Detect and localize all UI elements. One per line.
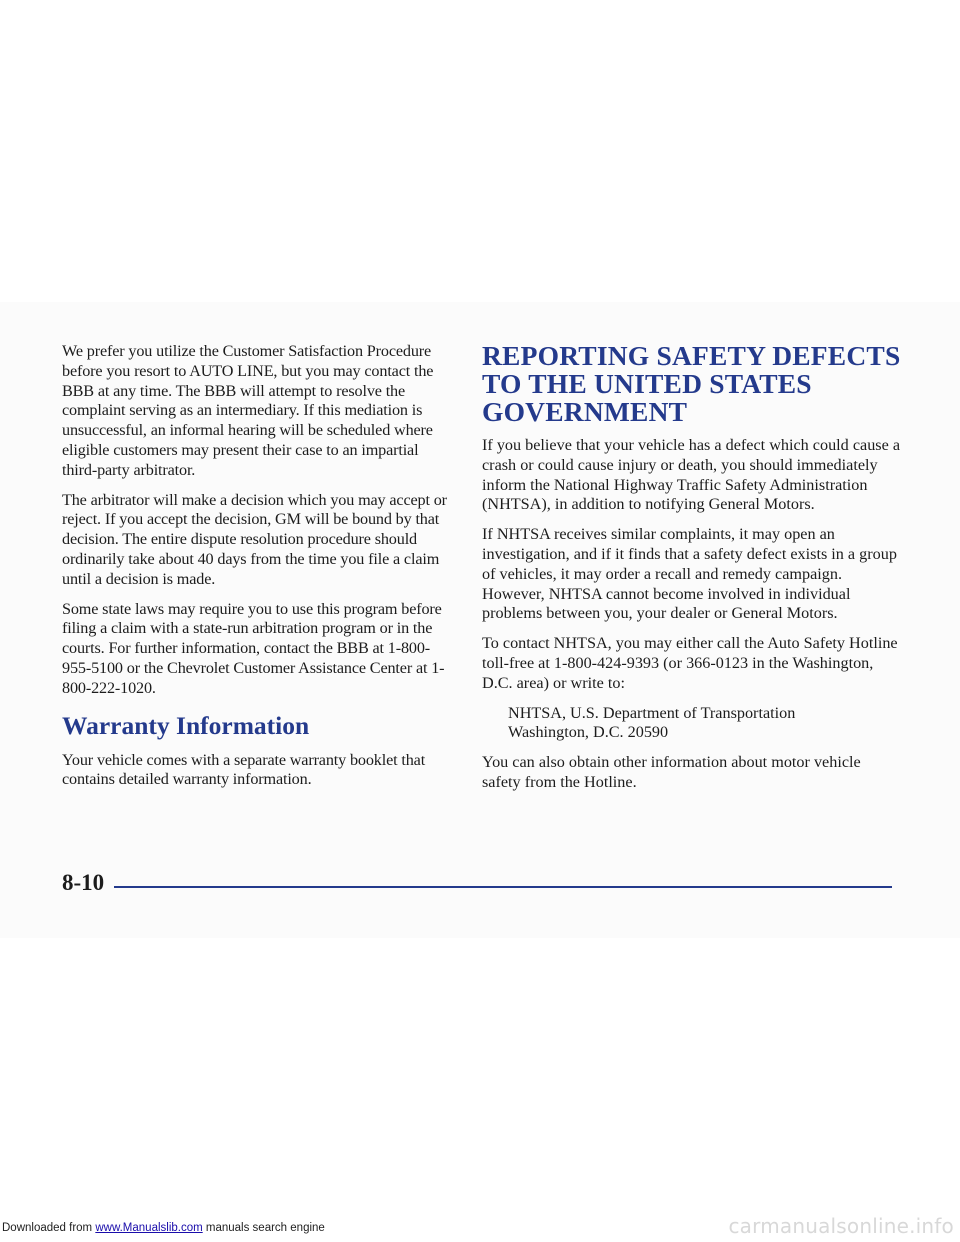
left-column: [62, 342, 452, 800]
nhtsa-address: [508, 704, 902, 744]
address-line-1: NHTSA, U.S. Department of Transportation: [508, 703, 796, 722]
manualslib-link[interactable]: www.Manualslib.com: [95, 1222, 203, 1234]
paragraph-believe-defect: If you believe that your vehicle has a defect which could cause a crash or could cause injury or death, you should immediately inform the National Highway Traffic Safety Administration (NHTSA), in addition to notifying General Motors.: [482, 436, 900, 514]
warranty-heading: Warranty Information: [62, 710, 310, 740]
manual-page: [0, 302, 960, 938]
download-bar: [2, 1222, 325, 1234]
page-footer: [62, 866, 892, 906]
page-number: 8-10: [62, 870, 105, 895]
paragraph-state-laws: Some state laws may require you to use this program before filing a claim with a state-run arbitration program or in the courts. For further information, contact the BBB at 1-800-955-5100 or the Chevrolet Customer Assistance Center at 1-800-222-1020.: [62, 599, 445, 697]
download-suffix: manuals search engine: [202, 1222, 325, 1234]
address-line-2: Washington, D.C. 20590: [508, 723, 669, 742]
right-column: [482, 342, 902, 803]
paragraph-customer-satisfaction: We prefer you utilize the Customer Satisfaction Procedure before you resort to AUTO LINE, but you may contact the BBB at any time. The BBB will attempt to resolve the complaint serving as an intermediary. If this mediation is unsuccessful, an informal hearing will be scheduled where eligible customers may present their case to an impartial third-party arbitrator.: [62, 342, 434, 479]
reporting-heading: REPORTING SAFETY DEFECTS TO THE UNITED STATES GOVERNMENT: [482, 340, 901, 427]
site-watermark: carmanualsonline.info: [728, 1214, 954, 1238]
paragraph-nhtsa-complaints: If NHTSA receives similar complaints, it may open an investigation, and if it finds that a safety defect exists in a group of vehicles, it may order a recall and remedy campaign. However, NHTSA cannot become involved in individual problems between you, your dealer or General Motors.: [482, 525, 897, 623]
paragraph-hotline-info: You can also obtain other information about motor vehicle safety from the Hotline.: [482, 753, 861, 791]
download-prefix: Downloaded from: [2, 1222, 96, 1234]
paragraph-arbitrator: The arbitrator will make a decision which you may accept or reject. If you accept the decision, GM will be bound by that decision. The entire dispute resolution procedure should ordinarily take about 40 days from the time you file a claim until a decision is made.: [62, 490, 447, 588]
footer-rule: [114, 886, 892, 888]
paragraph-warranty: Your vehicle comes with a separate warranty booklet that contains detailed warranty information.: [62, 750, 426, 789]
paragraph-contact-nhtsa: To contact NHTSA, you may either call the Auto Safety Hotline toll-free at 1-800-424-9393 (or 366-0123 in the Washington, D.C. area) or write to:: [482, 634, 898, 692]
